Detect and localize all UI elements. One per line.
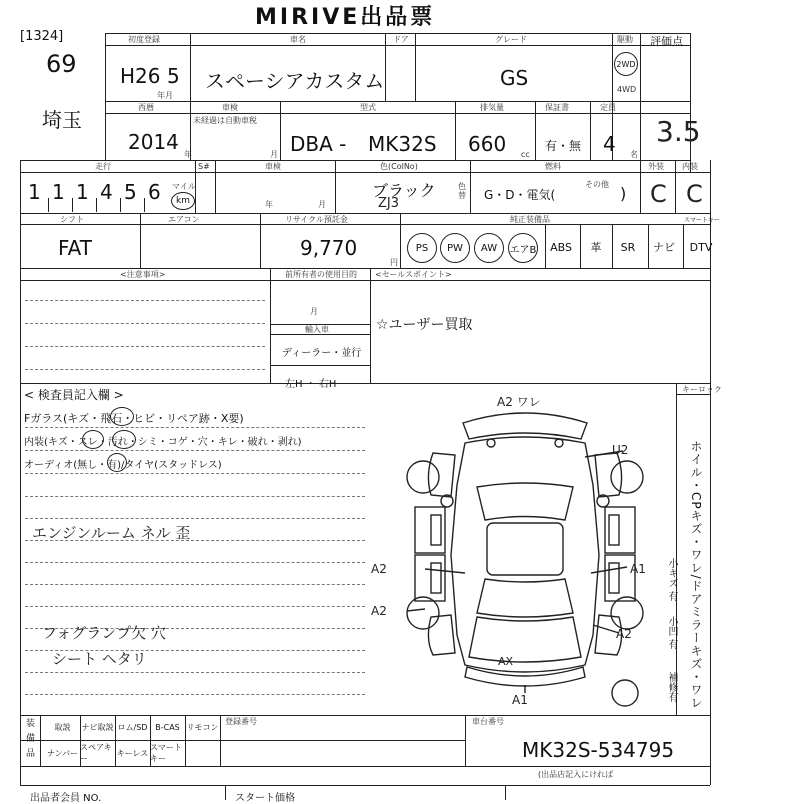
mileage-digit: 6 [148,180,161,204]
drive-4wd: 4WD [617,85,637,94]
label-seats-unit: 名 [630,150,638,159]
dirt-circle [112,430,136,449]
mileage-digit: 5 [124,180,137,204]
exterior-score: C [650,180,667,208]
label-equipment: 純正装備品 [510,215,550,224]
equipment-item: AW [474,233,504,263]
label-shift: シフト [60,215,84,224]
bottom-label-2: 備 [26,734,36,744]
mileage-digit: 1 [52,180,65,204]
label-aircon: エアコン [168,215,200,224]
model-year: 2014 [128,130,179,154]
equipment-item: エアB [508,233,538,263]
bottom-bottom-cell: スマートキー [150,743,182,763]
chassis-number: MK32S-534795 [522,738,675,762]
equipment-item: ナビ [653,241,675,254]
displacement: 660 [468,132,507,156]
fuel-close: ) [620,184,627,203]
side-note-small: 小キズ 有 [666,558,677,602]
side-note-repair: 補修有 [666,672,677,702]
label-recycle: リサイクル預託金 [285,215,348,224]
inspection-line-1: Fガラス(キズ・飛石・ヒビ・リペア跡・X要) [24,412,244,425]
side-note-main: ホイル・CPキズ・ワレ/ドアミラーキズ・ワレ [689,440,703,710]
label-displacement: 排気量 [480,103,504,112]
capacity-value: 4 [603,132,616,156]
km-circle: km [171,192,195,210]
label-inspector: < 検査員記入欄 > [24,388,124,402]
mark-left-rear: A2 [371,604,387,618]
chassis-type: MK32S [368,132,437,156]
type-prefix: DBA - [290,132,347,156]
grid-line [105,33,690,34]
label-cc-unit: cc [521,150,530,159]
mark-rear-bumper: AX [498,655,514,668]
equipment-item: SR [620,240,636,254]
bottom-bottom-cell: キーレス [116,748,149,758]
label-handle: 左H ・ 右H [285,379,337,390]
label-chassis: 車台番号 [472,717,504,726]
score-total: 3.5 [656,115,701,148]
color-value: ブラック [372,181,436,200]
label-notes: <注意事項> [120,270,166,279]
label-color: 色(ColNo) [380,162,418,171]
color-code: ZJ3 [378,196,400,211]
label-inspection: 車検 [222,103,238,112]
label-model-name: 車名 [290,35,306,44]
handwritten-note-3: シート ヘタリ [52,650,147,668]
label-prev-owner: 前所有者の使用目的 [285,270,357,279]
label-drive: 駆動 [617,35,633,44]
audio-yes-circle [107,453,127,472]
label-year-3: 年 [265,200,273,209]
handwritten-note-2: フォグランプ欠 穴 [42,624,167,642]
stone-chip-circle [110,407,134,426]
label-exterior: 外装 [648,162,664,171]
label-inspection-2: 車検 [265,162,281,171]
equipment-item: 革 [590,241,602,254]
sales-point-text: ☆ユーザー買取 [376,317,473,333]
mileage-digit: 4 [100,180,113,204]
inspection-line-2: 内装(キズ・スレ・汚れ・シミ・コゲ・穴・キレ・破れ・剥れ) [24,437,302,448]
mileage-digit: 1 [76,180,89,204]
label-reg-no: 登録番号 [225,717,257,726]
bottom-top-cell: ロム/SD [117,722,148,732]
bottom-label-3: 品 [26,749,36,759]
equipment-item: DTV [689,240,713,254]
grade: GS [500,66,529,90]
inspection-line-3: オーディオ(無し・有)/タイヤ(スタッドレス) [24,460,222,471]
label-smartkey: スマートキー [684,217,720,224]
bottom-top-cell: B-CAS [155,722,180,732]
warranty-value: 有・無 [545,139,582,153]
mark-left-door: A2 [371,562,387,576]
label-month-prev: 月 [310,307,318,316]
inspection-note: 未経過は自動車税 [193,116,257,125]
label-grade: グレード [495,35,527,44]
shift-value: FAT [58,236,93,260]
first-reg-month: 5 [167,64,180,88]
bottom-top-cell: 取説 [54,722,71,732]
bottom-bottom-cell: スペアキー [80,743,112,763]
label-interior: 内装 [682,162,698,171]
label-keylock: キーロック [682,385,722,394]
equipment-item: ABS [550,240,572,254]
bottom-left-label: 出品者会員 NO. [30,793,102,804]
label-month-3: 月 [318,200,326,209]
bottom-bottom-cell: ナンバー [46,748,79,758]
label-month-unit: 月 [270,150,278,159]
mark-front: A2 ワレ [497,395,541,409]
form-title: MIRIVE出品票 [255,5,436,30]
lot-number: 69 [46,50,77,78]
label-sm: S# [198,162,210,171]
label-year-western: 西暦 [138,103,154,112]
scuff-circle [82,430,104,449]
recycle-fee: 9,770 [300,236,358,260]
mark-right-rear: A2 [616,627,632,641]
interior-score: C [686,180,703,208]
label-score: 評価点 [650,35,683,48]
label-import: 輸入車 [305,325,329,334]
label-first-reg: 初度登録 [128,35,160,44]
equipment-item: PW [440,233,470,263]
label-mileage: 走行 [95,162,111,171]
label-other-fuel: その他 [585,180,609,189]
label-yen-unit: 円 [390,258,398,267]
mark-rear: A1 [512,693,528,707]
bottom-mid-label: スタート価格 [235,793,295,804]
label-color-change: 色替 [458,182,466,200]
first-reg-era-year: H26 [120,64,161,88]
label-fuel: 燃料 [545,162,561,171]
label-capacity: 定員 [600,103,616,112]
handwritten-note-1: エンジンルーム ネル 歪 [32,524,191,542]
model-name: スペーシアカスタム [205,69,385,93]
label-year-month: 年月 [157,91,173,100]
label-mile: マイル [172,182,196,191]
bottom-row-labels [26,717,35,762]
label-sales-point: <セールスポイント> [375,270,452,279]
bottom-top-cell: リモコン [186,722,219,732]
prefecture: 埼玉 [42,108,82,132]
label-dealer: ディーラー・並行 [282,348,362,359]
bottom-top-cell: ナビ取説 [81,722,114,732]
label-warranty: 保証書 [545,103,569,112]
mark-right-door: A1 [630,562,646,576]
label-type: 型式 [360,103,376,112]
equipment-item: PS [407,233,437,263]
fuel-value: G・D・電気( [484,188,556,202]
bottom-label-1: 装 [26,719,36,729]
drive-2wd-circle: 2WD [614,52,638,76]
lot-id: [1324] [20,29,64,44]
mileage-digit: 1 [28,180,41,204]
side-note-dent: 小凹 有 [666,616,677,650]
mark-u2: U2 [612,443,629,457]
label-doors: ドア [393,35,409,44]
bottom-right-note: (出品店記入にければ [538,770,614,779]
label-year-unit: 年 [184,150,192,159]
